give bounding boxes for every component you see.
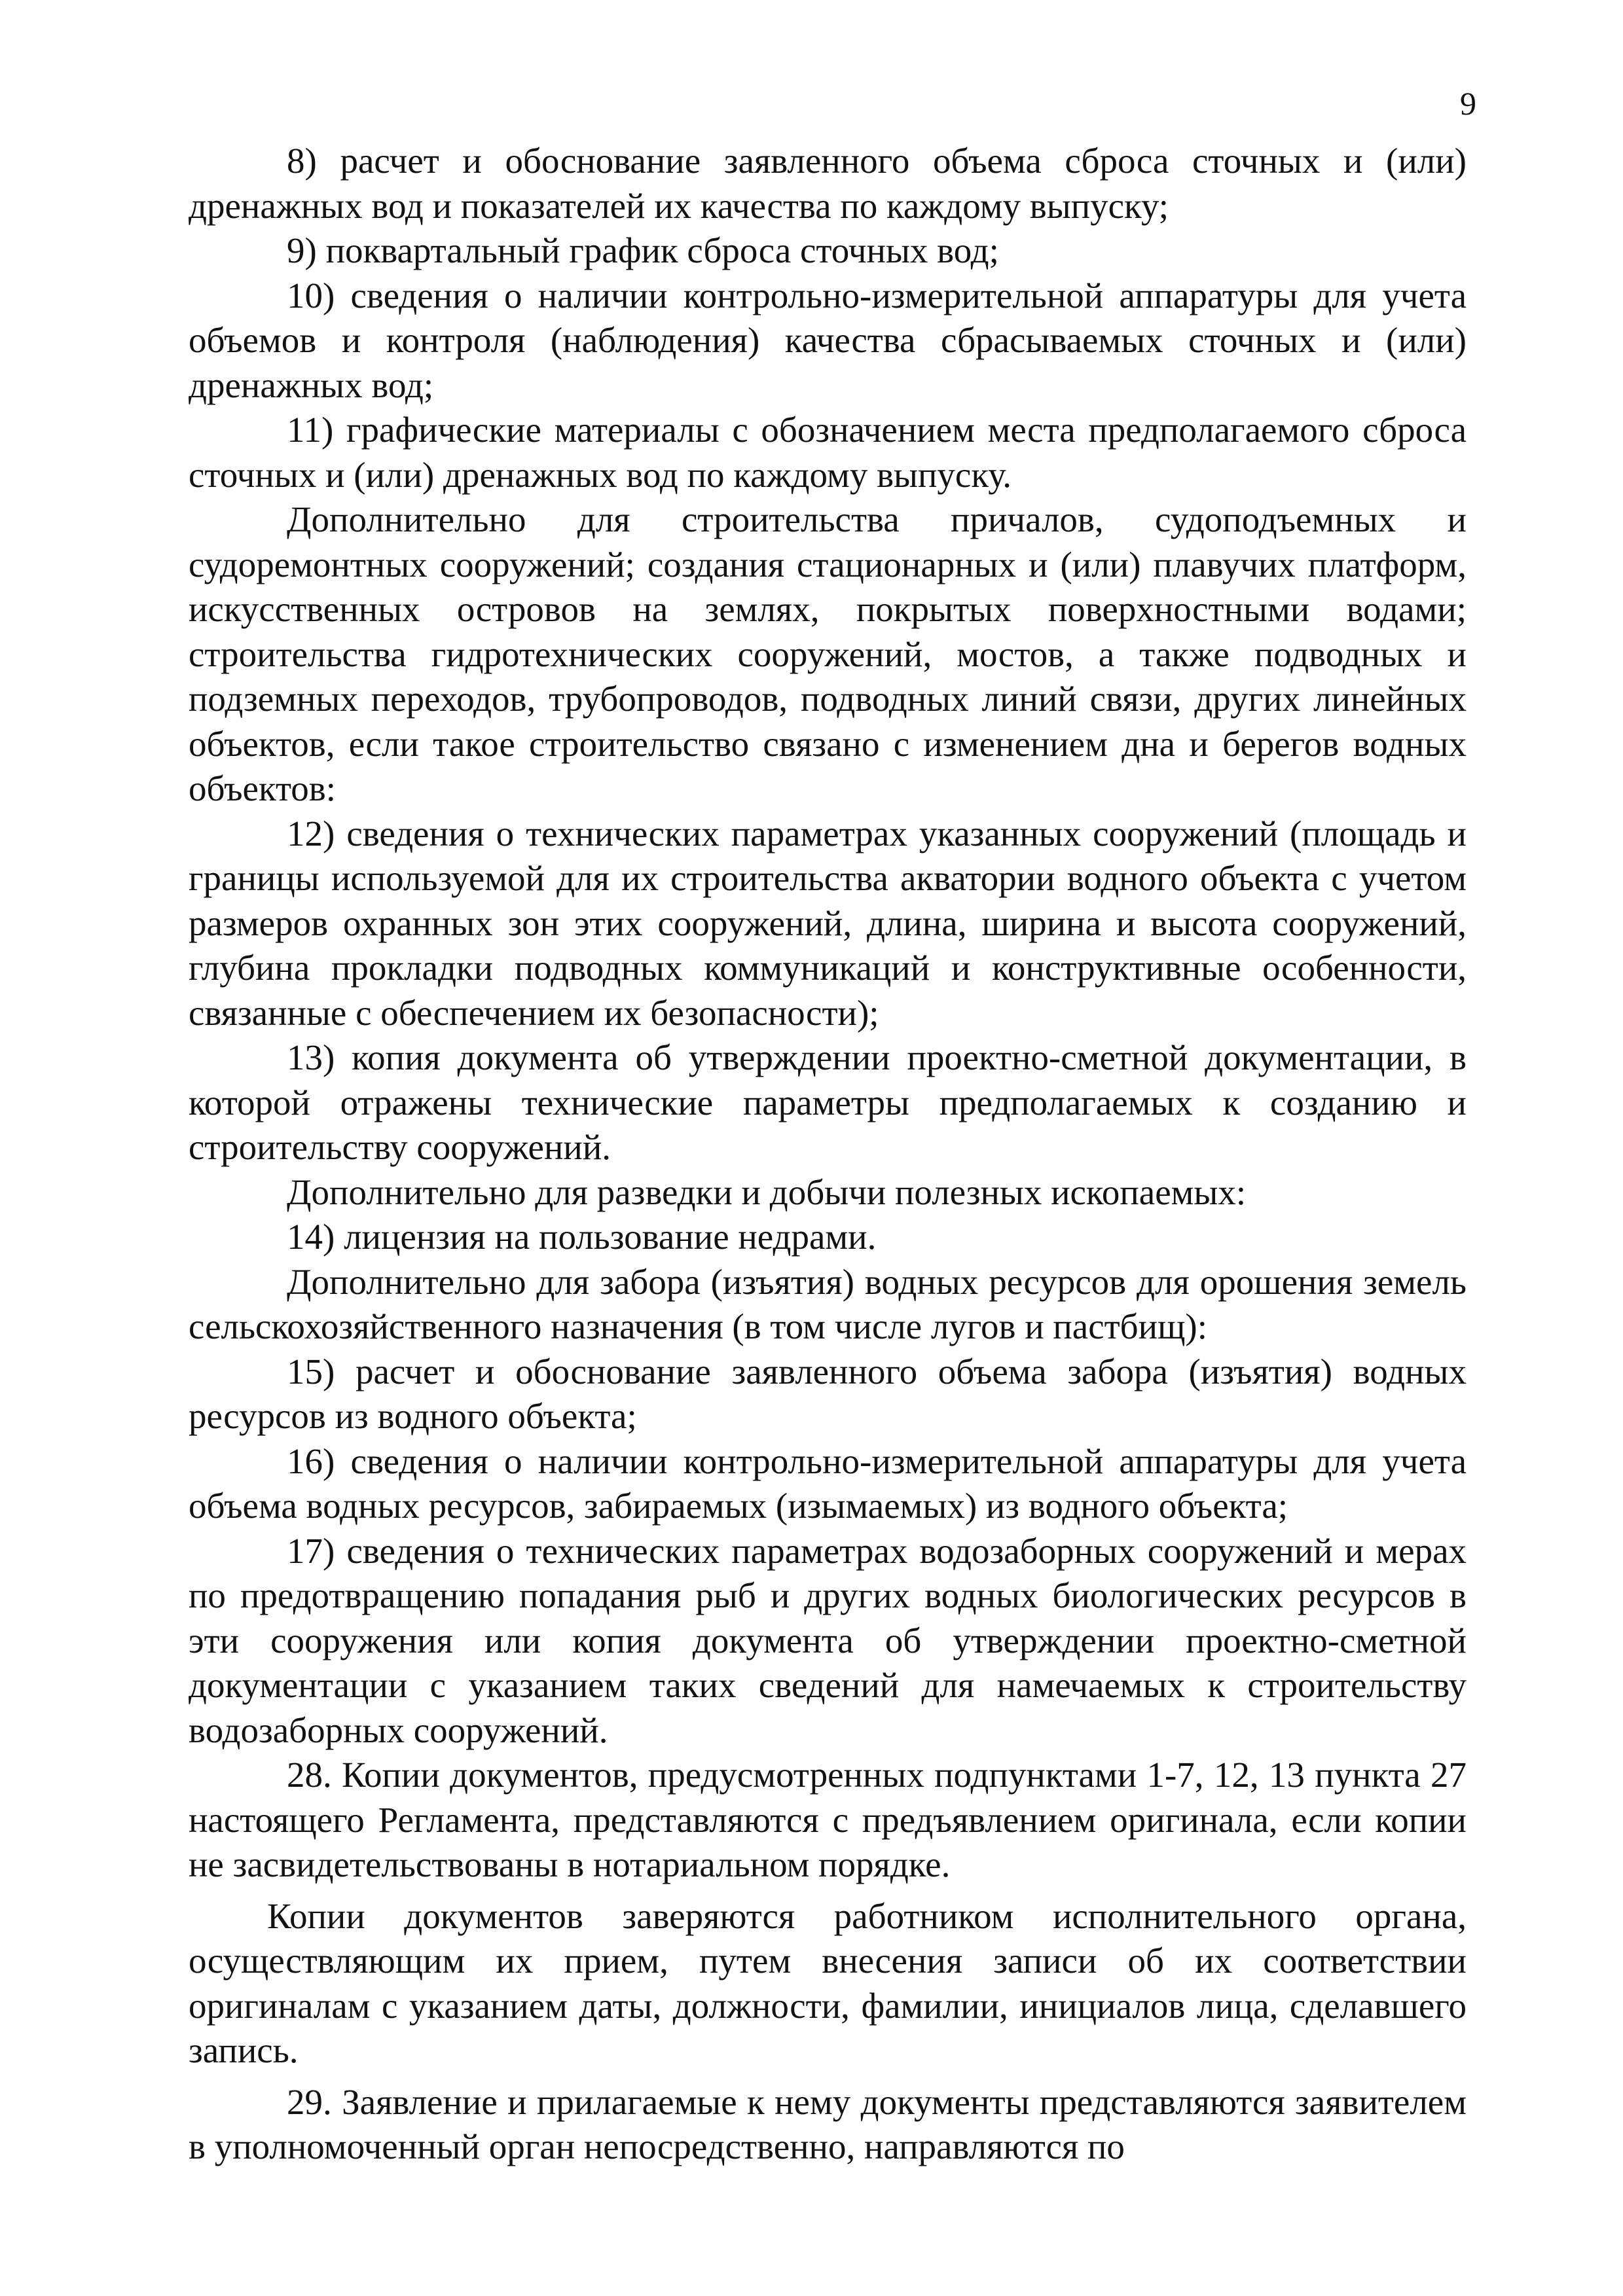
paragraph-item-10: 10) сведения о наличии контрольно-измерительной аппаратуры для учета объемов и контроля (наблюдения) качества сбрасываемых сточных и (или) дренажных вод; [189, 275, 1467, 405]
paragraph-clause-28: 28. Копии документов, предусмотренных подпунктами 1-7, 12, 13 пункта 27 настоящего Регламента, представляются с предъявлением оригинала, если копии не засвидетельствованы в нотариальном порядке. [189, 1755, 1467, 1884]
paragraph-clause-29: 29. Заявление и прилагаемые к нему документы представляются заявителем в уполномоченный орган непосредственно, направляются по [189, 2081, 1467, 2166]
paragraph-item-8: 8) расчет и обоснование заявленного объема сброса сточных и (или) дренажных вод и показателей их качества по каждому выпуску; [189, 141, 1467, 226]
paragraph-item-16: 16) сведения о наличии контрольно-измерительной аппаратуры для учета объема водных ресурсов, забираемых (изымаемых) из водного объекта; [189, 1441, 1467, 1526]
paragraph-item-14: 14) лицензия на пользование недрами. [287, 1217, 877, 1257]
paragraph-irrigation-intro: Дополнительно для забора (изъятия) водных ресурсов для орошения земель сельскохозяйственного назначения (в том числе лугов и пастбищ): [189, 1261, 1467, 1346]
paragraph-item-12: 12) сведения о технических параметрах указанных сооружений (площадь и границы используемой для их строительства акватории водного объекта с учетом размеров охранных зон этих сооружений, длина, ширина и высота сооружений, глубина прокладки подводных коммуникаций и конструктивные особенности, связанные с обеспечением их безопасности); [189, 813, 1467, 1033]
paragraph-construction-intro: Дополнительно для строительства причалов, судоподъемных и судоремонтных сооружений; создания стационарных и (или) плавучих платформ, искусственных островов на землях, покрытых поверхностными водами; строительства гидротехнических сооружений, мостов, а также подводных и подземных переходов, трубопроводов, подводных линий связи, других линейных объектов, если такое строительство связано с изменением дна и берегов водных объектов: [189, 499, 1467, 808]
paragraph-item-11: 11) графические материалы с обозначением места предполагаемого сброса сточных и (или) дренажных вод по каждому выпуску. [189, 410, 1467, 495]
paragraph-copies-certification: Копии документов заверяются работником исполнительного органа, осуществляющим их прием, путем внесения записи об их соответствии оригиналам с указанием даты, должности, фамилии, инициалов лица, сделавшего запись. [189, 1895, 1467, 2070]
paragraph-item-17: 17) сведения о технических параметрах водозаборных сооружений и мерах по предотвращению попадания рыб и других водных биологических ресурсов в эти сооружения или копия документа об утверждении проектно-сметной документации с указанием таких сведений для намечаемых к строительству водозаборных сооружений. [189, 1530, 1467, 1750]
document-body [189, 139, 1467, 2170]
paragraph-mining-intro: Дополнительно для разведки и добычи полезных ископаемых: [287, 1172, 1247, 1212]
paragraph-item-9: 9) поквартальный график сброса сточных вод; [287, 230, 999, 270]
paragraph-item-15: 15) расчет и обоснование заявленного объема забора (изъятия) водных ресурсов из водного объекта; [189, 1351, 1467, 1436]
paragraph-item-13: 13) копия документа об утверждении проектно-сметной документации, в которой отражены технические параметры предполагаемых к созданию и строительству сооружений. [189, 1037, 1467, 1167]
page-number: 9 [1460, 85, 1476, 122]
